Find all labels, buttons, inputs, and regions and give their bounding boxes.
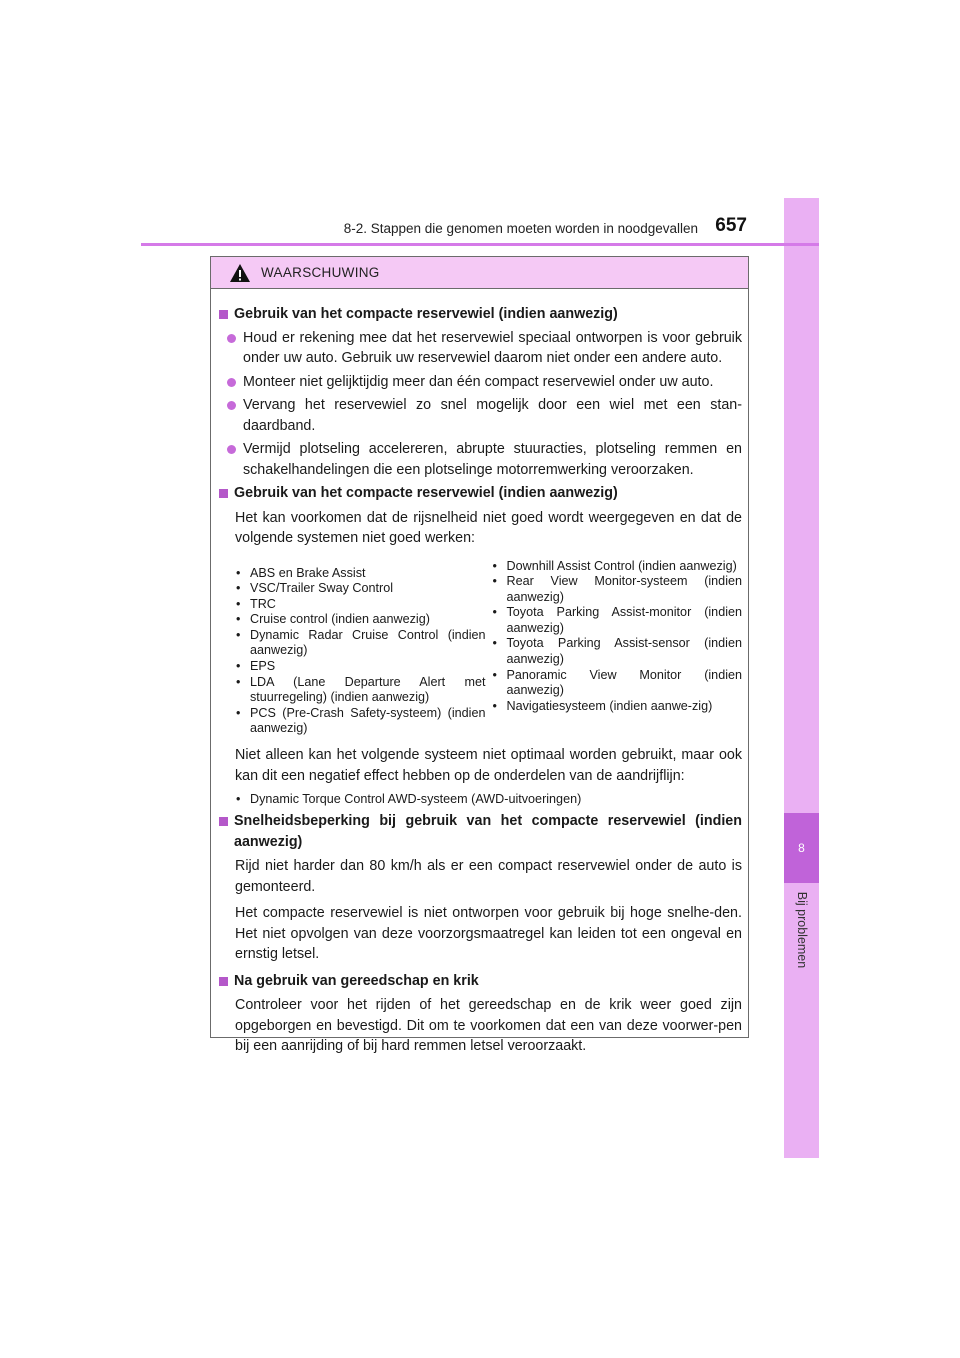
section-heading xyxy=(219,483,742,504)
round-bullet-icon xyxy=(227,334,236,343)
warning-title: WAARSCHUWING xyxy=(261,265,380,280)
list-item: • ABS en Brake Assist xyxy=(235,566,486,582)
warning-header xyxy=(211,257,748,289)
list-item-text: Rear View Monitor-systeem (indien aanwezig) xyxy=(506,574,742,604)
square-bullet-icon xyxy=(219,817,228,826)
list-item-text: Panoramic View Monitor (indien aanwezig) xyxy=(506,667,742,698)
list-item-text: Vervang het reservewiel zo snel mogelijk door een wiel met een stan-daardband. xyxy=(243,397,742,434)
section-heading xyxy=(219,971,742,992)
list-item: • Cruise control (indien aanwezig) xyxy=(235,612,486,628)
list-item-text: Downhill Assist Control (indien aanwezig) xyxy=(506,558,737,573)
round-bullet-icon xyxy=(227,445,236,454)
system-list-columns xyxy=(235,559,742,738)
list-item-text: Monteer niet gelijktijdig meer dan één compact reservewiel onder uw auto. xyxy=(243,373,714,390)
chapter-label: Bij problemen xyxy=(795,891,809,969)
list-item-text: TRC xyxy=(250,596,276,611)
warning-triangle-icon xyxy=(229,263,251,283)
system-list-left xyxy=(235,559,486,738)
list-item-text: Dynamic Torque Control AWD-systeem (AWD-uitvoeringen) xyxy=(250,792,582,807)
list-item: • EPS xyxy=(235,659,486,675)
list-item: • Toyota Parking Assist-monitor (indien aanwezig) xyxy=(492,605,742,635)
list-item-text: Navigatiesysteem (indien aanwe-zig) xyxy=(506,698,713,713)
chapter-label-tab xyxy=(782,880,822,980)
section-heading-text: Gebruik van het compacte reservewiel (indien aanwezig) xyxy=(234,485,618,501)
header-divider xyxy=(141,243,819,246)
paragraph: Controleer voor het rijden of het gereedschap en de krik weer goed zijn opgeborgen en bevestigd. Dit om te voorkomen dat een van deze voorwer-pen bij een aanrijding of bij hard remmen letsel veroorzaakt. xyxy=(235,997,742,1055)
side-tab-strip xyxy=(784,198,819,1158)
chapter-number: 8 xyxy=(798,841,805,855)
list-item xyxy=(227,328,742,369)
list-item-text: VSC/Trailer Sway Control xyxy=(250,581,394,596)
paragraph: Het compacte reservewiel is niet ontworpen voor gebruik bij hoge snelhe-den. Het niet opvolgen van deze voorzorgsmaatregel kan leiden tot een ongeval en ernstig letsel. xyxy=(235,905,742,963)
page-number: 657 xyxy=(715,215,747,236)
square-bullet-icon xyxy=(219,489,228,498)
warning-box xyxy=(210,256,749,1055)
paragraph: Rijd niet harder dan 80 km/h als er een compact reservewiel onder de auto is gemonteerd. xyxy=(235,858,742,895)
system-list-right xyxy=(492,559,743,738)
list-item: • Toyota Parking Assist-sensor (indien aanwezig) xyxy=(492,636,742,667)
list-item: • Dynamic Torque Control AWD-systeem (AWD-uitvoeringen) xyxy=(235,792,742,807)
square-bullet-icon xyxy=(219,310,228,319)
section-heading-text: Na gebruik van gereedschap en krik xyxy=(234,972,479,989)
section-heading xyxy=(219,304,742,325)
paragraph: Het kan voorkomen dat de rijsnelheid niet goed wordt weergegeven en dat de volgende systemen niet goed werken: xyxy=(235,509,742,546)
list-item-text: Cruise control (indien aanwezig) xyxy=(250,612,430,627)
list-item: • Rear View Monitor-systeem (indien aanwezig) xyxy=(492,574,742,604)
list-item-text: Dynamic Radar Cruise Control (indien aanwezig) xyxy=(250,627,486,658)
list-item: • Dynamic Radar Cruise Control (indien aanwezig) xyxy=(236,627,486,658)
list-item: • TRC xyxy=(235,597,486,613)
list-item: • LDA (Lane Departure Alert met stuurregeling) (indien aanwezig) xyxy=(236,674,486,705)
warning-content xyxy=(211,289,748,1057)
list-item: • Panoramic View Monitor (indien aanwezig) xyxy=(492,667,742,698)
section-title: 8-2. Stappen die genomen moeten worden in noodgevallen xyxy=(343,221,698,236)
list-item-text: ABS en Brake Assist xyxy=(250,565,366,580)
list-item xyxy=(227,395,742,436)
list-item: • Downhill Assist Control (indien aanwezig) xyxy=(492,559,743,575)
square-bullet-icon xyxy=(219,977,228,986)
list-item-text: PCS (Pre-Crash Safety-systeem) (indien aanwezig) xyxy=(250,705,486,736)
section-heading-text: Snelheidsbeperking bij gebruik van het compacte reservewiel (indien aanwezig) xyxy=(234,813,742,850)
section-heading-text: Gebruik van het compacte reservewiel (indien aanwezig) xyxy=(234,306,618,322)
list-item-text: Vermijd plotseling accelereren, abrupte stuuracties, plotseling remmen en schakelhandelingen die een plotselinge motorremwerking veroorzaken. xyxy=(243,441,742,478)
list-item-text: Toyota Parking Assist-monitor (indien aanwezig) xyxy=(506,605,742,635)
list-item-text: Houd er rekening mee dat het reservewiel speciaal ontworpen is voor gebruik onder uw auto. Gebruik uw reservewiel daarom niet onder een andere auto. xyxy=(243,329,742,366)
list-item: • Navigatiesysteem (indien aanwe-zig) xyxy=(492,699,743,715)
paragraph: Niet alleen kan het volgende systeem niet optimaal worden gebruikt, maar ook kan dit een negatief effect hebben op de onderdelen van de aandrijflijn: xyxy=(235,747,742,784)
round-bullet-icon xyxy=(227,378,236,387)
list-item xyxy=(227,439,742,480)
round-bullet-icon xyxy=(227,401,236,410)
list-item: • PCS (Pre-Crash Safety-systeem) (indien aanwezig) xyxy=(236,705,486,736)
chapter-tab[interactable] xyxy=(784,813,819,883)
list-item-text: EPS xyxy=(250,659,276,674)
list-item xyxy=(227,372,742,393)
list-item-text: Toyota Parking Assist-sensor (indien aanwezig) xyxy=(506,636,742,667)
section-heading xyxy=(219,811,742,852)
list-item-text: LDA (Lane Departure Alert met stuurregeling) (indien aanwezig) xyxy=(250,674,486,705)
list-item: • VSC/Trailer Sway Control xyxy=(235,581,486,597)
